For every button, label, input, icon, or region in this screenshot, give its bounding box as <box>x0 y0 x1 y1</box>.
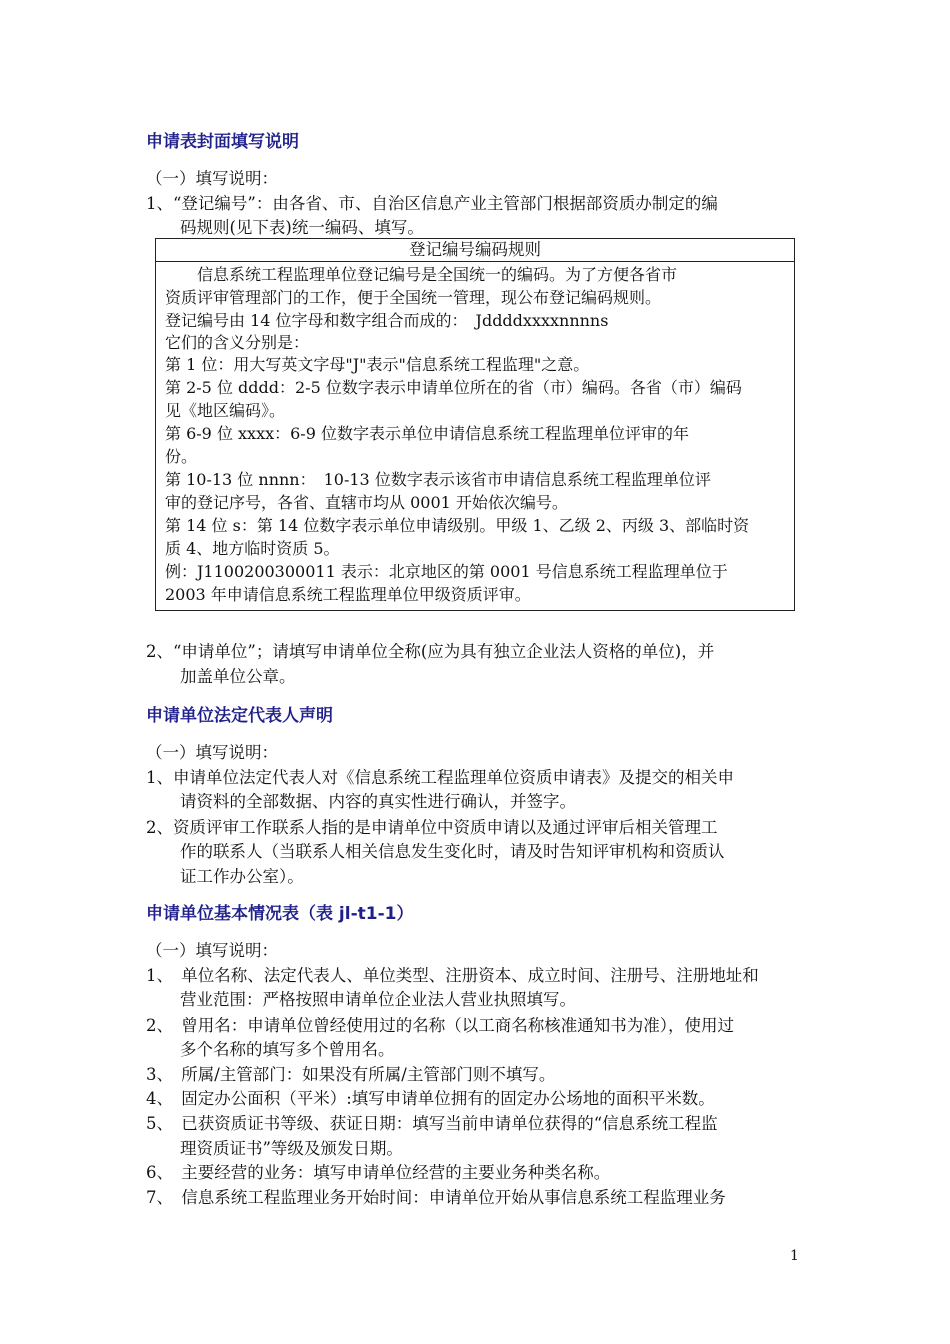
rules-line: 2003 年申请信息系统工程监理单位甲级资质评审。 <box>165 585 531 604</box>
instruction-line: 营业范围：严格按照申请单位企业法人营业执照填写。 <box>180 990 576 1009</box>
instruction-line: 2、 曾用名：申请单位曾经使用过的名称（以工商名称核准通知书为准），使用过 <box>146 1016 734 1035</box>
instruction-line: 7、 信息系统工程监理业务开始时间：申请单位开始从事信息系统工程监理业务 <box>146 1188 726 1207</box>
instruction-line: 3、 所属/主管部门：如果没有所属/主管部门则不填写。 <box>146 1065 556 1084</box>
rules-line: 信息系统工程监理单位登记编号是全国统一的编码。为了方便各省市 <box>165 265 678 284</box>
page-number: 1 <box>790 1248 799 1264</box>
instruction-line: 证工作办公室）。 <box>180 867 304 886</box>
rules-line: 它们的含义分别是： <box>165 333 310 352</box>
rules-line: 质 4、地方临时资质 5。 <box>165 539 340 558</box>
section-intro: （一）填写说明： <box>146 941 278 960</box>
instruction-line: 请资料的全部数据、内容的真实性进行确认，并签字。 <box>180 792 576 811</box>
instruction-line: 作的联系人（当联系人相关信息发生变化时，请及时告知评审机构和资质认 <box>180 842 725 861</box>
rules-line: 资质评审管理部门的工作，便于全国统一管理，现公布登记编码规则。 <box>165 288 662 307</box>
instruction-line: 4、 固定办公面积（平米）:填写申请单位拥有的固定办公场地的面积平米数。 <box>146 1089 715 1108</box>
rules-line: 登记编号由 14 位字母和数字组合而成的： Jddddxxxxnnnns <box>165 311 609 330</box>
encoding-rules-title: 登记编号编码规则 <box>156 239 794 262</box>
rules-line: 第 6-9 位 xxxx：6-9 位数字表示单位申请信息系统工程监理单位评审的年 <box>165 424 689 443</box>
rules-line: 第 1 位：用大写英文字母"J"表示"信息系统工程监理"之意。 <box>165 355 590 374</box>
instruction-line: 1、 单位名称、法定代表人、单位类型、注册资本、成立时间、注册号、注册地址和 <box>146 966 759 985</box>
instruction-line: 2、资质评审工作联系人指的是申请单位中资质申请以及通过评审后相关管理工 <box>146 818 718 837</box>
rules-line: 例：J1100200300011 表示：北京地区的第 0001 号信息系统工程监理单位于 <box>165 562 728 581</box>
instruction-line: 6、 主要经营的业务：填写申请单位经营的主要业务种类名称。 <box>146 1163 611 1182</box>
rules-line: 见《地区编码》。 <box>165 401 286 420</box>
section-heading-cover: 申请表封面填写说明 <box>146 132 299 152</box>
rules-line: 第 10-13 位 nnnn： 10-13 位数字表示该省市申请信息系统工程监理单位评 <box>165 470 711 489</box>
instruction-line: 码规则(见下表)统一编码、填写。 <box>180 218 424 237</box>
instruction-line: 加盖单位公章。 <box>180 667 296 686</box>
instruction-line: 1、“登记编号”：由各省、市、自治区信息产业主管部门根据部资质办制定的编 <box>146 194 718 213</box>
rules-line: 份。 <box>165 447 198 466</box>
instruction-line: 2、“申请单位”；请填写申请单位全称(应为具有独立企业法人资格的单位)，并 <box>146 642 715 661</box>
section-heading-legal-rep: 申请单位法定代表人声明 <box>146 706 333 726</box>
section-intro: （一）填写说明： <box>146 169 278 188</box>
instruction-line: 多个名称的填写多个曾用名。 <box>180 1040 395 1059</box>
rules-line: 第 2-5 位 dddd：2-5 位数字表示申请单位所在的省（市）编码。各省（市）编码 <box>165 378 742 397</box>
encoding-rules-table <box>155 238 795 611</box>
instruction-line: 1、申请单位法定代表人对《信息系统工程监理单位资质申请表》及提交的相关申 <box>146 768 734 787</box>
section-heading-basic-info: 申请单位基本情况表（表 jl-t1-1） <box>146 904 414 924</box>
instruction-line: 5、 已获资质证书等级、获证日期：填写当前申请单位获得的“信息系统工程监 <box>146 1114 718 1133</box>
section-intro: （一）填写说明： <box>146 743 278 762</box>
rules-line: 审的登记序号，各省、直辖市均从 0001 开始依次编号。 <box>165 493 568 512</box>
instruction-line: 理资质证书”等级及颁发日期。 <box>180 1139 403 1158</box>
rules-line: 第 14 位 s：第 14 位数字表示单位申请级别。甲级 1、乙级 2、丙级 3、部临时资 <box>165 516 750 535</box>
